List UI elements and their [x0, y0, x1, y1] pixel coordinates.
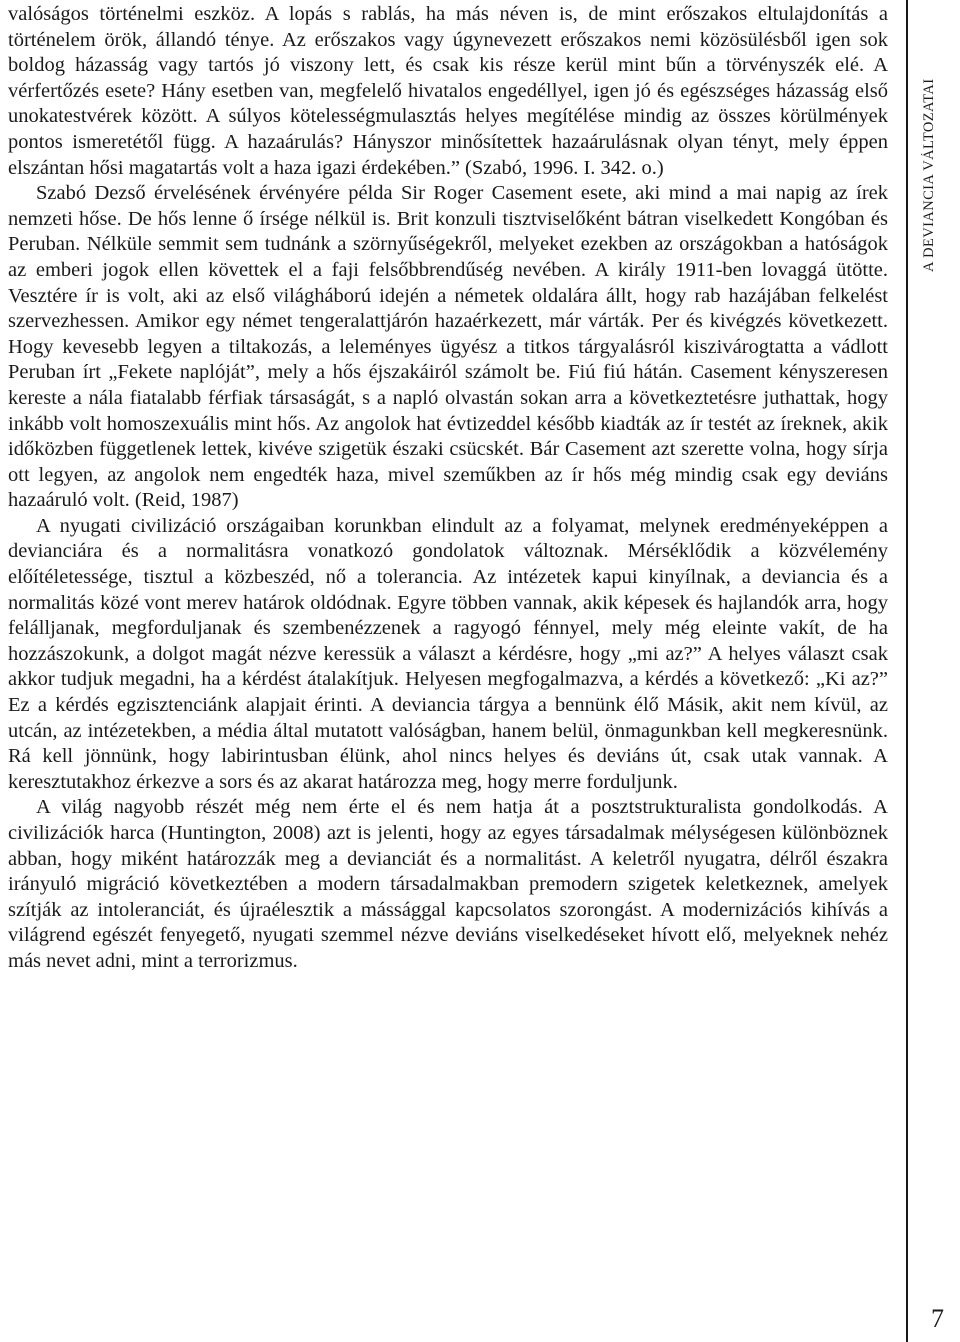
page-number: 7: [931, 1304, 944, 1333]
running-head: [921, 0, 947, 272]
body-text: [8, 2, 888, 975]
margin-rule: [906, 0, 908, 1342]
running-head-text: A DEVIANCIA VÁLTOZATAI: [921, 78, 937, 272]
paragraph-world: A világ nagyobb részét még nem érte el és nem hatja át a posztstrukturalista gondolkodás. A civilizációk harca (Huntington, 2008) azt is jelenti, hogy az egyes társadalmak mélységesen különböznek abban, hogy miként határozzák meg a devianciát és a normalitást. A keletről nyugatra, délről északra irányuló migráció következtében a modern társadalmakban premodern szigetek keletkeznek, amelyek szítják az intoleranciát, és újraélesztik a mássággal kapcsolatos szorongást. A modernizációs kihívás a világrend egészét fenyegető, nyugati szemmel nézve deviáns viselkedéseket hívott elő, melyeknek nehéz más nevet adni, mint a terrorizmus.: [8, 796, 888, 972]
paragraph-casement: Szabó Dezső érvelésének érvényére példa Sir Roger Casement esete, aki mind a mai napig az írek nemzeti hőse. De hős lenne ő írsége nélkül is. Brit konzuli tisztviselőként bátran viselkedett Kongóban és Peruban. Nélküle semmit sem tudnánk a szörnyűségekről, melyeket ezekben az országokban a hatóságok az emberi jogok ellen követtek el a faji felsőbbrendűség nevében. A király 1911-ben lovaggá ütötte. Vesztére ír is volt, aki az első világháború idején a németek oldalára állt, hogy rab hazájában felkelést szervezhessen. Amikor egy német tengeralattjárón hazaérkezett, már várták. Per és kivégzés következett. Hogy kevesebb legyen a tiltakozás, a leleményes ügyész a titkos tárgyalásról kiszivárogtatta a vádlott Peruban írt „Fekete naplóját”, mely a hős éjszakáiról számolt be. Fiú fiú hátán. Casement kényszeresen kereste a nála fiatalabb férfiak társaságát, s a napló olvastán sokan arra a következtetésre juthattak, hogy inkább volt homoszexuális mint hős. Az angolok hat évtizeddel később kiadták az ír testét az íreknek, akik időközben függetlenek lettek, kivéve szigetük északi csücskét. Bár Casement azt szerette volna, hogy sírja ott legyen, az angolok nem engedték haza, mivel szeműkben az ír hős még mindig csak egy deviáns hazaáruló volt. (Reid, 1987): [8, 182, 888, 512]
paragraph-western-civilization: A nyugati civilizáció országaiban korunkban elindult az a folyamat, melynek eredményeképpen a devianciára és a normalitásra vonatkozó gondolatok változnak. Mérséklődik a közvélemény előítéletessége, tisztul a közbeszéd, nő a tolerancia. Az intézetek kapui kinyílnak, a deviancia és a normalitás közé vont merev határok oldódnak. Egyre többen vannak, akik képesek és hajlandók arra, hogy felálljanak, megforduljanak és szembenézzenek a ragyogó fénnyel, mely még eleinte vakít, de ha hozzászokunk, a dolgot magát nézve keressük a választ a kérdésre, hogy „mi az?” A helyes választ csak akkor tudjuk megadni, ha a kérdést átalakítjuk. Helyesen megfogalmazva, a kérdés a következő: „Ki az?” Ez a kérdés egzisztenciánk alapjait érinti. A deviancia tárgya a bennünk élő Másik, akit nem kívül, az utcán, az intézetekben, a média által mutatott valóságban, hanem belül, önmagunkban kell megkeresnünk. Rá kell jönnünk, hogy labirintusban élünk, ahol nincs helyes és deviáns út, csak utak vannak. A keresztutakhoz érkezve a sors és az akarat határozza meg, hogy merre forduljunk.: [8, 514, 888, 793]
paragraph-continued: valóságos történelmi eszköz. A lopás s rablás, ha más néven is, de mint erőszakos eltulajdonítás a történelem örök, állandó ténye. Az erőszakos vagy úgynevezett erőszakos nemi közösülésből igen sok boldog házasság vagy tartós jó viszony lett, és csak kis része kerül mint bűn a törvényszék elé. A vérfertőzés esete? Hány esetben van, megfelelő hivatalos engedéllyel, igen jó és egészséges házasság első unokatestvérek között. A súlyos kötelességmulasztás helyes megítélése mindig az összes körülmények pontos ismeretétől függ. A hazaárulás? Hányszor minősítettek hazaárulásnak olyan tényt, mely éppen elszántan hősi magatartás volt a haza igazi érdekében.” (Szabó, 1996. I. 342. o.): [8, 3, 888, 179]
